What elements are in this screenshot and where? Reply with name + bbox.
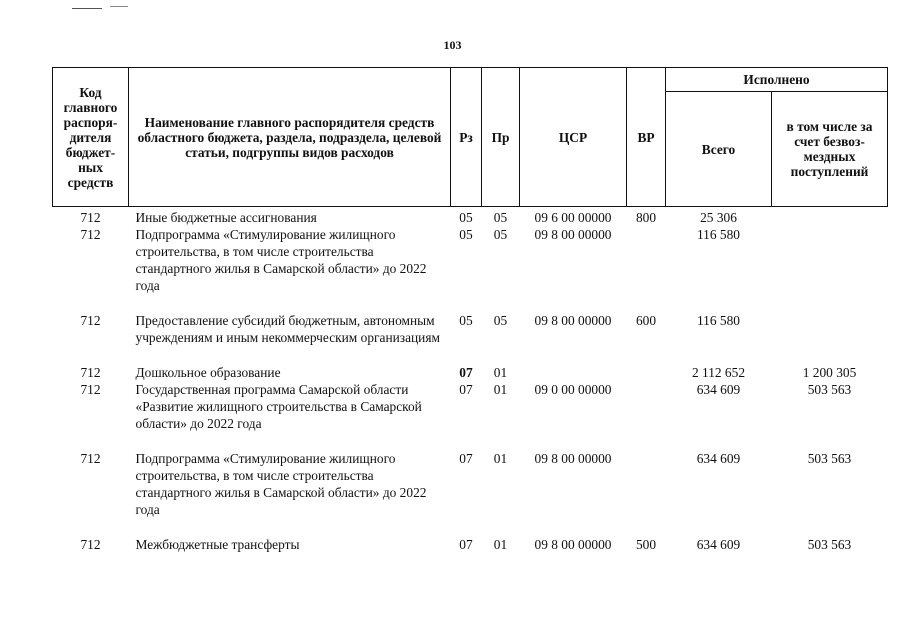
header-csr: ЦСР bbox=[520, 68, 627, 207]
cell-csr: 09 0 00 00000 bbox=[534, 382, 612, 397]
cell-vr bbox=[627, 226, 666, 294]
row-spacer bbox=[53, 518, 888, 536]
cell-including: 503 563 bbox=[807, 451, 852, 466]
cell-vr: 500 bbox=[635, 537, 657, 552]
scan-artifact bbox=[110, 6, 128, 7]
cell-code: 712 bbox=[80, 537, 101, 552]
cell-code: 712 bbox=[80, 313, 101, 328]
cell-pr: 01 bbox=[493, 451, 508, 466]
cell-total: 116 580 bbox=[696, 227, 741, 242]
cell-rz: 05 bbox=[459, 210, 473, 225]
cell-name: Межбюджетные трансферты bbox=[135, 537, 300, 552]
table-row bbox=[53, 207, 888, 227]
spacer-cell bbox=[53, 518, 888, 536]
spacer-cell bbox=[53, 294, 888, 312]
cell-rz: 05 bbox=[459, 227, 473, 242]
header-pr: Пр bbox=[482, 68, 520, 207]
cell-total: 634 609 bbox=[696, 537, 741, 552]
cell-pr: 01 bbox=[493, 365, 508, 380]
header-name: Наименование главного распорядителя средств областного бюджета, раздела, подраздела, целевой статьи, подгруппы видов расходов bbox=[129, 68, 451, 207]
cell-including bbox=[772, 226, 888, 294]
cell-total: 116 580 bbox=[696, 313, 741, 328]
table-row bbox=[53, 312, 888, 346]
cell-rz: 07 bbox=[459, 537, 473, 552]
header-rz: Рз bbox=[451, 68, 482, 207]
cell-rz: 07 bbox=[459, 451, 473, 466]
spacer-cell bbox=[53, 432, 888, 450]
cell-including: 503 563 bbox=[807, 537, 852, 552]
cell-including: 1 200 305 bbox=[802, 365, 857, 380]
cell-name: Государственная программа Самарской области «Развитие жилищного строительства в Самарской области» до 2022 года bbox=[135, 382, 422, 431]
cell-total: 2 112 652 bbox=[691, 365, 746, 380]
row-spacer bbox=[53, 294, 888, 312]
cell-csr: 09 8 00 00000 bbox=[534, 313, 612, 328]
cell-vr bbox=[627, 381, 666, 432]
header-including: в том числе за счет безвоз-мездных поступлений bbox=[772, 92, 888, 207]
table-row bbox=[53, 381, 888, 432]
cell-rz: 07 bbox=[459, 382, 473, 397]
cell-csr: 09 8 00 00000 bbox=[534, 227, 612, 242]
cell-including bbox=[772, 312, 888, 346]
table-header bbox=[53, 68, 888, 207]
cell-pr: 01 bbox=[493, 382, 508, 397]
cell-rz: 07 bbox=[459, 365, 473, 380]
cell-name: Дошкольное образование bbox=[135, 365, 281, 380]
cell-csr: 09 6 00 00000 bbox=[534, 210, 612, 225]
cell-csr: 09 8 00 00000 bbox=[534, 537, 612, 552]
cell-including bbox=[772, 207, 888, 227]
spacer-cell bbox=[53, 346, 888, 364]
cell-pr: 05 bbox=[493, 210, 508, 225]
header-code: Код главного распоря-дителя бюджет-ных средств bbox=[53, 68, 129, 207]
row-spacer bbox=[53, 346, 888, 364]
cell-total: 634 609 bbox=[696, 451, 741, 466]
cell-code: 712 bbox=[80, 227, 101, 242]
cell-vr bbox=[627, 364, 666, 381]
header-vr: ВР bbox=[627, 68, 666, 207]
header-executed: Исполнено bbox=[666, 68, 888, 92]
cell-name: Подпрограмма «Стимулирование жилищного строительства, в том числе строительства стандартного жилья в Самарской области» до 2022 года bbox=[135, 227, 427, 293]
cell-vr: 600 bbox=[635, 313, 657, 328]
table-row bbox=[53, 364, 888, 381]
cell-code: 712 bbox=[80, 365, 101, 380]
table-row bbox=[53, 536, 888, 553]
cell-name: Предоставление субсидий бюджетным, автономным учреждениям и иным некоммерческим организациям bbox=[135, 313, 440, 345]
scan-artifact bbox=[72, 8, 102, 9]
cell-name: Иные бюджетные ассигнования bbox=[135, 210, 317, 225]
cell-vr bbox=[627, 450, 666, 518]
cell-name: Подпрограмма «Стимулирование жилищного строительства, в том числе строительства стандартного жилья в Самарской области» до 2022 года bbox=[135, 451, 427, 517]
cell-pr: 01 bbox=[493, 537, 508, 552]
cell-total: 25 306 bbox=[700, 210, 737, 225]
table-row bbox=[53, 226, 888, 294]
budget-table bbox=[52, 67, 888, 553]
row-spacer bbox=[53, 432, 888, 450]
cell-code: 712 bbox=[80, 382, 101, 397]
header-total: Всего bbox=[666, 92, 772, 207]
cell-code: 712 bbox=[80, 451, 101, 466]
cell-csr: 09 8 00 00000 bbox=[534, 451, 612, 466]
cell-vr: 800 bbox=[635, 210, 657, 225]
cell-pr: 05 bbox=[493, 227, 508, 242]
page-number: 103 bbox=[443, 38, 462, 52]
table-body bbox=[53, 207, 888, 554]
cell-csr bbox=[520, 364, 627, 381]
table-row bbox=[53, 450, 888, 518]
cell-rz: 05 bbox=[459, 313, 473, 328]
cell-code: 712 bbox=[80, 210, 101, 225]
cell-pr: 05 bbox=[493, 313, 508, 328]
cell-including: 503 563 bbox=[807, 382, 852, 397]
cell-total: 634 609 bbox=[696, 382, 741, 397]
